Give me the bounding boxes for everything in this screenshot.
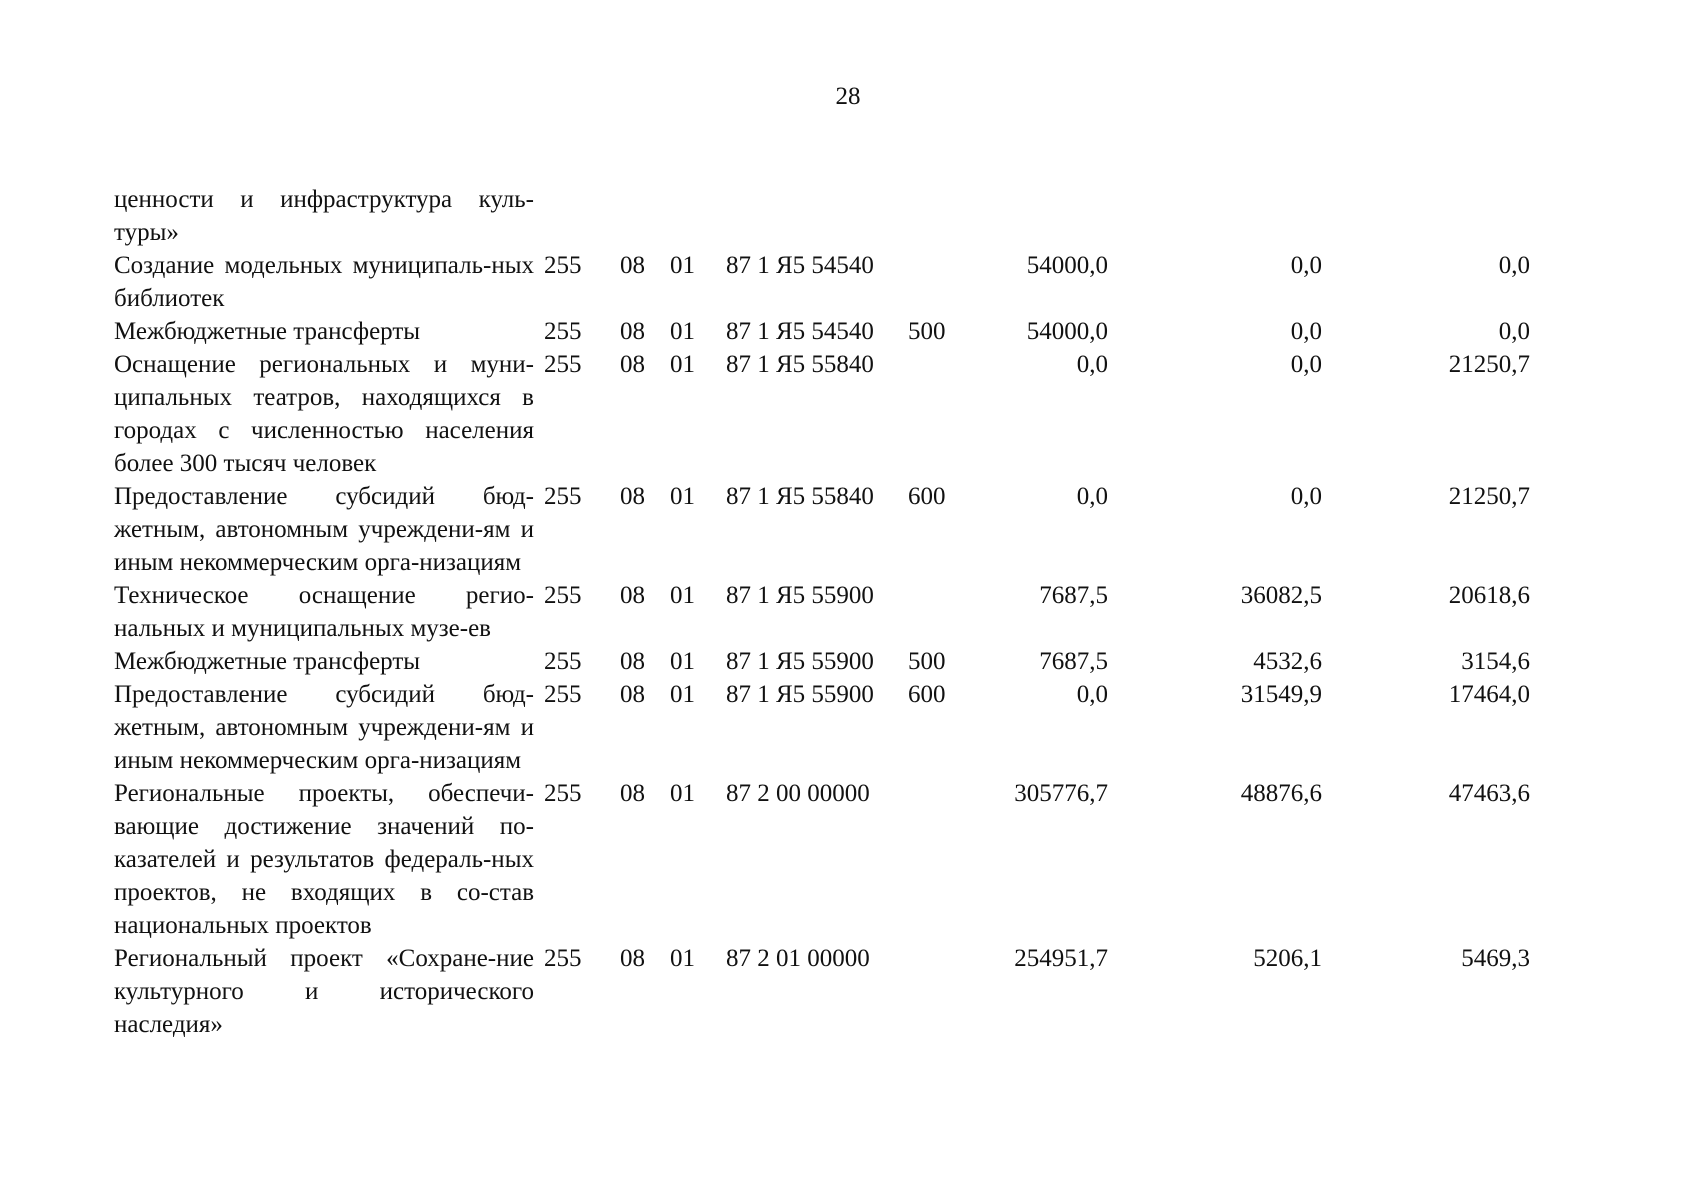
row-name: Оснащение региональных и муни-ципальных театров, находящихся в городах с численностью населения более 300 тысяч человек	[114, 351, 534, 477]
row-csr: 87 1 Я5 54540	[726, 318, 874, 345]
row-value-2: 0,0	[1290, 318, 1322, 345]
row-value-1: 0,0	[1076, 483, 1108, 510]
row-vr	[908, 579, 968, 645]
row-ved: 255	[544, 681, 582, 708]
row-csr: 87 1 Я5 55900	[726, 681, 874, 708]
row-value-2: 0,0	[1290, 483, 1322, 510]
row-ved: 255	[544, 351, 582, 378]
row-rz: 08	[620, 780, 645, 807]
row-value-1: 0,0	[1076, 351, 1108, 378]
row-name-cell	[114, 480, 534, 579]
row-name-cell	[114, 249, 534, 315]
row-value-1: 7687,5	[1039, 582, 1108, 609]
row-csr: 87 1 Я5 55900	[726, 582, 874, 609]
table-row	[114, 777, 1530, 942]
row-vr	[908, 249, 968, 315]
row-value-3: 21250,7	[1448, 483, 1530, 510]
row-vr: 600	[908, 681, 946, 708]
row-name: Техническое оснащение регио-нальных и муниципальных музе-ев	[114, 582, 534, 642]
row-csr: 87 1 Я5 55840	[726, 483, 874, 510]
row-pr: 01	[670, 945, 695, 972]
row-ved: 255	[544, 648, 582, 675]
row-rz: 08	[620, 351, 645, 378]
row-name-cell	[114, 579, 534, 645]
row-pr: 01	[670, 681, 695, 708]
row-value-3: 5469,3	[1461, 945, 1530, 972]
row-rz: 08	[620, 252, 645, 279]
row-name-cell	[114, 645, 534, 678]
row-vr	[908, 183, 968, 249]
row-csr	[726, 183, 908, 249]
row-vr	[908, 942, 968, 1041]
budget-table	[114, 183, 1530, 1041]
row-value-1: 254951,7	[1014, 945, 1108, 972]
row-name-cell	[114, 348, 534, 480]
row-value-2: 4532,6	[1253, 648, 1322, 675]
table-row	[114, 480, 1530, 579]
row-name: Региональный проект «Сохране-ние культурного и исторического наследия»	[114, 945, 534, 1038]
table-row	[114, 645, 1530, 678]
row-value-1: 54000,0	[1026, 252, 1108, 279]
row-value-3: 3154,6	[1461, 648, 1530, 675]
row-value-3: 0,0	[1498, 318, 1530, 345]
row-vr: 500	[908, 318, 946, 345]
row-value-1: 54000,0	[1026, 318, 1108, 345]
row-value-3: 0,0	[1498, 252, 1530, 279]
row-pr: 01	[670, 252, 695, 279]
row-csr: 87 2 01 00000	[726, 945, 870, 972]
row-ved: 255	[544, 318, 582, 345]
row-pr: 01	[670, 780, 695, 807]
row-rz: 08	[620, 681, 645, 708]
row-rz	[620, 183, 670, 249]
row-value-2: 5206,1	[1253, 945, 1322, 972]
table-row	[114, 348, 1530, 480]
row-ved: 255	[544, 945, 582, 972]
row-name: Межбюджетные трансферты	[114, 318, 421, 345]
row-vr	[908, 777, 968, 942]
table-row	[114, 183, 1530, 249]
row-rz: 08	[620, 483, 645, 510]
row-pr: 01	[670, 483, 695, 510]
row-ved: 255	[544, 780, 582, 807]
row-value-3: 47463,6	[1448, 780, 1530, 807]
row-name: Предоставление субсидий бюд-жетным, автономным учреждени-ям и иным некоммерческим орга-низациям	[114, 483, 534, 576]
row-name: Создание модельных муниципаль-ных библиотек	[114, 252, 534, 312]
row-ved: 255	[544, 582, 582, 609]
row-name-cell	[114, 315, 534, 348]
row-value-3: 21250,7	[1448, 351, 1530, 378]
page-number: 28	[835, 83, 861, 110]
row-name: Предоставление субсидий бюд-жетным, автономным учреждени-ям и иным некоммерческим орга-низациям	[114, 681, 534, 774]
row-pr: 01	[670, 648, 695, 675]
row-csr: 87 2 00 00000	[726, 780, 870, 807]
row-ved: 255	[544, 483, 582, 510]
row-ved	[534, 183, 620, 249]
row-rz: 08	[620, 648, 645, 675]
budget-table-body	[114, 183, 1530, 1041]
table-row	[114, 249, 1530, 315]
row-name-cell	[114, 777, 534, 942]
row-rz: 08	[620, 945, 645, 972]
row-value-2: 0,0	[1290, 252, 1322, 279]
row-value-1: 305776,7	[1014, 780, 1108, 807]
row-value-2: 48876,6	[1240, 780, 1322, 807]
row-csr: 87 1 Я5 55840	[726, 351, 874, 378]
row-value-1: 0,0	[1076, 681, 1108, 708]
row-name: Межбюджетные трансферты	[114, 648, 421, 675]
row-value-1	[968, 183, 1108, 249]
row-csr: 87 1 Я5 54540	[726, 252, 874, 279]
row-csr: 87 1 Я5 55900	[726, 648, 874, 675]
row-name-cell	[114, 183, 534, 249]
row-rz: 08	[620, 318, 645, 345]
row-name: Региональные проекты, обеспечи-вающие достижение значений по-казателей и результатов федераль-ных проектов, не входящих в со-став национальных проектов	[114, 780, 534, 939]
row-name-cell	[114, 942, 534, 1041]
row-pr	[670, 183, 726, 249]
row-value-3: 20618,6	[1448, 582, 1530, 609]
row-pr: 01	[670, 318, 695, 345]
row-value-2: 36082,5	[1240, 582, 1322, 609]
row-value-1: 7687,5	[1039, 648, 1108, 675]
row-vr: 500	[908, 648, 946, 675]
row-rz: 08	[620, 582, 645, 609]
table-row	[114, 678, 1530, 777]
row-vr	[908, 348, 968, 480]
row-value-2: 31549,9	[1240, 681, 1322, 708]
row-value-3: 17464,0	[1448, 681, 1530, 708]
row-value-2: 0,0	[1290, 351, 1322, 378]
row-pr: 01	[670, 582, 695, 609]
table-row	[114, 579, 1530, 645]
table-row	[114, 942, 1530, 1041]
table-row	[114, 315, 1530, 348]
row-ved: 255	[544, 252, 582, 279]
row-value-2	[1108, 183, 1322, 249]
row-name-cell	[114, 678, 534, 777]
row-pr: 01	[670, 351, 695, 378]
row-name: ценности и инфраструктура куль-туры»	[114, 186, 534, 246]
row-value-3	[1322, 183, 1530, 249]
row-vr: 600	[908, 483, 946, 510]
